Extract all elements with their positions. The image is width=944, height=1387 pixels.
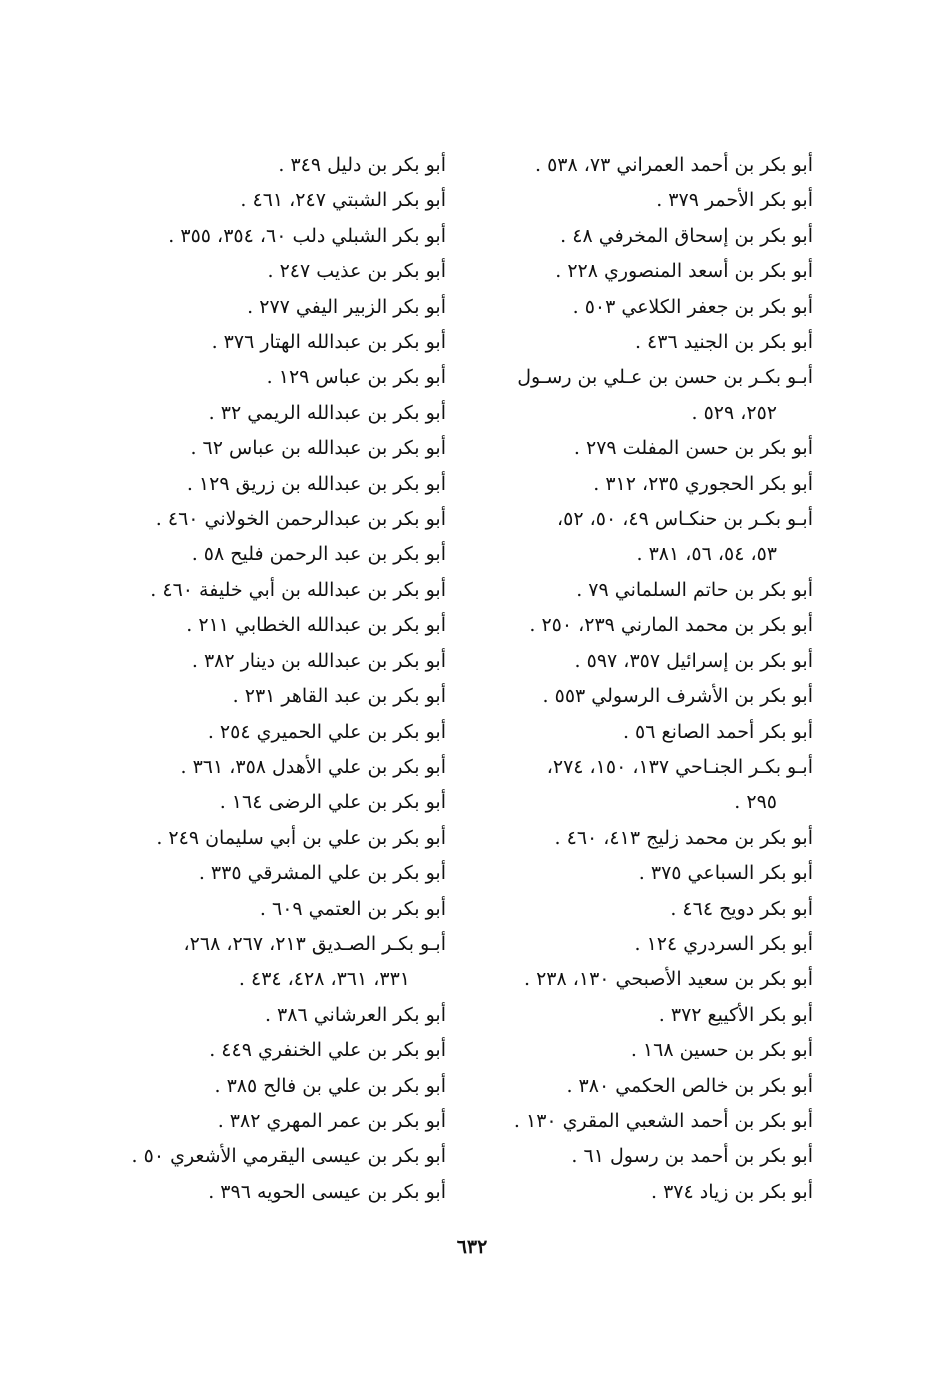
index-entry-text: أبو بكر أحمد الصانع ٥٦ .: [622, 720, 813, 743]
index-entry-text: أبـو بكـر الجنـاحي ١٣٧، ١٥٠، ٢٧٤،: [546, 755, 813, 778]
index-entry-text: أبو بكر بن محمد المارني ٢٣٩، ٢٥٠ .: [529, 614, 813, 637]
index-entry-text: أبو بكر بن عيسى اليقرمي الأشعري ٥٠ .: [131, 1145, 446, 1168]
index-entry: [483, 962, 813, 997]
index-entry: [116, 183, 446, 218]
index-entry-text: أبو بكر بن علي الرضى ١٦٤ .: [219, 791, 446, 814]
index-entry-text: أبو بكر السباعي ٣٧٥ .: [638, 862, 813, 885]
index-entry: [483, 467, 813, 502]
index-entry: [483, 1175, 813, 1210]
index-entry-text: أبو بكر بن سعيد الأصبحي ١٣٠، ٢٣٨ .: [524, 968, 813, 991]
index-entry-continuation: ٢٩٥ .: [734, 791, 777, 814]
index-entry: [116, 892, 446, 927]
index-entry-text: أبـو بكـر بن حنكـاس ٤٩، ٥٠، ٥٢،: [557, 508, 813, 531]
index-entry-text: أبو بكر الأكييع ٣٧٢ .: [658, 1003, 813, 1026]
index-entry-text: أبو بكر بن عمر المهري ٣٨٢ .: [217, 1109, 446, 1132]
index-entry-continuation: ٣٣١، ٣٦١، ٤٢٨، ٤٣٤ .: [238, 968, 410, 991]
index-entry: [483, 148, 813, 183]
index-entry: [483, 573, 813, 608]
index-entry: [116, 219, 446, 254]
index-entry: [116, 467, 446, 502]
index-entry: [116, 679, 446, 714]
index-entry: [116, 927, 446, 998]
index-entry-text: أبو بكر بن دليل ٣٤٩ .: [278, 154, 446, 176]
index-entry-text: أبو بكر دويح ٤٦٤ .: [670, 897, 813, 920]
index-entry: [483, 715, 813, 750]
index-entry-text: أبو بكر بن علي الحميري ٢٥٤ .: [207, 720, 446, 743]
index-entry: [483, 608, 813, 643]
index-entry: [483, 431, 813, 466]
index-entry-text: أبو بكر بن علي الخنفري ٤٤٩ .: [209, 1039, 446, 1062]
index-entry-text: أبو بكر بن عبد الرحمن فليح ٥٨ .: [191, 543, 446, 566]
index-entry-text: أبو بكر بن عبدالرحمن الخولاني ٤٦٠ .: [155, 508, 446, 531]
index-entry: [116, 325, 446, 360]
index-entry-text: أبو بكر بن إسحاق المخرفي ٤٨ .: [560, 224, 813, 247]
index-entry-text: أبو بكر بن عبدالله الهتار ٣٧٦ .: [211, 331, 446, 354]
index-entry: [116, 750, 446, 785]
index-entry-text: أبو بكر بن علي بن أبي سليمان ٢٤٩ .: [156, 826, 446, 849]
index-entry: [116, 715, 446, 750]
index-entry-text: أبو بكر بن جعفر الكلاعي ٥٠٣ .: [572, 295, 813, 318]
index-entry-text: أبو بكر بن محمد زليج ٤١٣، ٤٦٠ .: [554, 826, 813, 849]
index-entry-text: أبو بكر الشبلي دلب ٦٠، ٣٥٤، ٣٥٥ .: [168, 224, 446, 247]
index-entry: [483, 360, 813, 431]
index-entry: [483, 1069, 813, 1104]
index-entry: [116, 502, 446, 537]
index-entry-text: أبو بكر بن عبدالله الريمي ٣٢ .: [208, 401, 446, 424]
index-entry-text: أبو بكر بن أحمد بن رسول ٦١ .: [571, 1145, 813, 1168]
index-entry: [116, 856, 446, 891]
index-entry: [483, 856, 813, 891]
index-entry-text: أبو بكر الشبتي ٢٤٧، ٤٦١ .: [240, 189, 446, 212]
index-entry-text: أبو بكر بن حاتم السلماني ٧٩ .: [576, 578, 813, 601]
index-entry-text: أبو بكر بن أسعد المنصوري ٢٢٨ .: [555, 260, 813, 283]
index-entry: [116, 1033, 446, 1068]
index-entry-text: أبو بكر بن عبدالله بن دينار ٣٨٢ .: [191, 649, 446, 672]
index-entry-text: أبو بكر بن الأشرف الرسولي ٥٥٣ .: [542, 685, 813, 708]
index-entry: [116, 360, 446, 395]
index-entry: [483, 679, 813, 714]
index-entry: [483, 219, 813, 254]
index-entry-text: أبو بكر بن خالص الحكمي ٣٨٠ .: [566, 1074, 813, 1097]
index-entry: [483, 1139, 813, 1174]
index-entry: [483, 1033, 813, 1068]
index-entry-text: أبو بكر بن عبدالله بن عباس ٦٢ .: [190, 437, 446, 460]
index-entry-text: أبو بكر بن العتمي ٦٠٩ .: [259, 897, 446, 920]
index-entry-text: أبو بكر بن الجنيد ٤٣٦ .: [634, 331, 813, 354]
index-entry: [483, 502, 813, 573]
index-entry-text: أبو بكر بن زياد ٣٧٤ .: [651, 1180, 813, 1203]
index-entry-text: أبو بكر بن علي بن فالح ٣٨٥ .: [214, 1074, 446, 1097]
index-entry-text: أبو بكر بن أحمد العمراني ٧٣، ٥٣٨ .: [535, 154, 813, 176]
page-number: ٦٣٢: [456, 1236, 488, 1258]
index-entry-text: أبو بكر بن عبدالله بن أبي خليفة ٤٦٠ .: [150, 578, 446, 601]
index-entry: [116, 1175, 446, 1210]
index-entry-text: أبو بكر بن حسن المفلت ٢٧٩ .: [573, 437, 813, 460]
index-entry: [116, 431, 446, 466]
index-entry-text: أبـو بكـر بن حسن بن عـلي بن رسـول: [517, 366, 813, 389]
index-entry: [116, 148, 446, 183]
index-entry-text: أبو بكر بن علي الأهدل ٣٥٨، ٣٦١ .: [180, 755, 446, 778]
index-entry: [483, 892, 813, 927]
index-entry: [483, 183, 813, 218]
index-entry-continuation: ٥٣، ٥٤، ٥٦، ٣٨١ .: [636, 543, 777, 566]
index-entry-text: أبو بكر بن حسين ١٦٨ .: [630, 1039, 813, 1062]
left-column: [116, 148, 446, 1210]
index-entry-text: أبو بكر بن إسرائيل ٣٥٧، ٥٩٧ .: [574, 649, 813, 672]
index-entry: [116, 396, 446, 431]
index-entry: [116, 1104, 446, 1139]
index-entry: [483, 644, 813, 679]
index-entry: [116, 537, 446, 572]
index-entry: [116, 1069, 446, 1104]
index-entry: [116, 608, 446, 643]
index-entry-text: أبو بكر السردري ١٢٤ .: [634, 932, 813, 955]
index-entry: [116, 573, 446, 608]
index-entry: [116, 821, 446, 856]
index-entry-text: أبو بكر بن عبدالله الخطابي ٢١١ .: [186, 614, 446, 637]
index-entry-text: أبو بكر الحجوري ٢٣٥، ٣١٢ .: [593, 472, 813, 495]
index-entry-text: أبو بكر بن عذيب ٢٤٧ .: [267, 260, 446, 283]
index-entry: [483, 1104, 813, 1139]
index-entry: [116, 644, 446, 679]
index-entry-text: أبـو بكـر الصـديق ٢١٣، ٢٦٧، ٢٦٨،: [183, 932, 446, 955]
index-entry-text: أبو بكر الأحمر ٣٧٩ .: [656, 189, 813, 212]
index-entry: [116, 998, 446, 1033]
right-column: [483, 148, 813, 1210]
index-entry: [483, 325, 813, 360]
index-entry-text: أبو بكر بن عيسى الحويه ٣٩٦ .: [208, 1180, 446, 1203]
index-entry-text: أبو بكر بن علي المشرقي ٣٣٥ .: [198, 862, 446, 885]
index-entry: [116, 1139, 446, 1174]
index-entry-text: أبو بكر بن عبدالله بن زريق ١٢٩ .: [186, 472, 446, 495]
index-entry: [483, 998, 813, 1033]
index-entry-text: أبو بكر بن أحمد الشعبي المقري ١٣٠ .: [513, 1109, 813, 1132]
index-entry-text: أبو بكر بن عباس ١٢٩ .: [266, 366, 446, 389]
index-entry: [483, 290, 813, 325]
index-entry-text: أبو بكر بن عبد القاهر ٢٣١ .: [232, 685, 446, 708]
index-entry: [116, 290, 446, 325]
index-entry-continuation: ٢٥٢، ٥٢٩ .: [691, 401, 777, 424]
index-entry-text: أبو بكر العرشاني ٣٨٦ .: [264, 1003, 446, 1026]
index-entry: [483, 254, 813, 289]
index-entry: [483, 821, 813, 856]
index-entry: [116, 785, 446, 820]
index-entry: [483, 927, 813, 962]
index-entry-text: أبو بكر الزبير اليفي ٢٧٧ .: [247, 295, 446, 318]
index-entry: [483, 750, 813, 821]
index-entry: [116, 254, 446, 289]
